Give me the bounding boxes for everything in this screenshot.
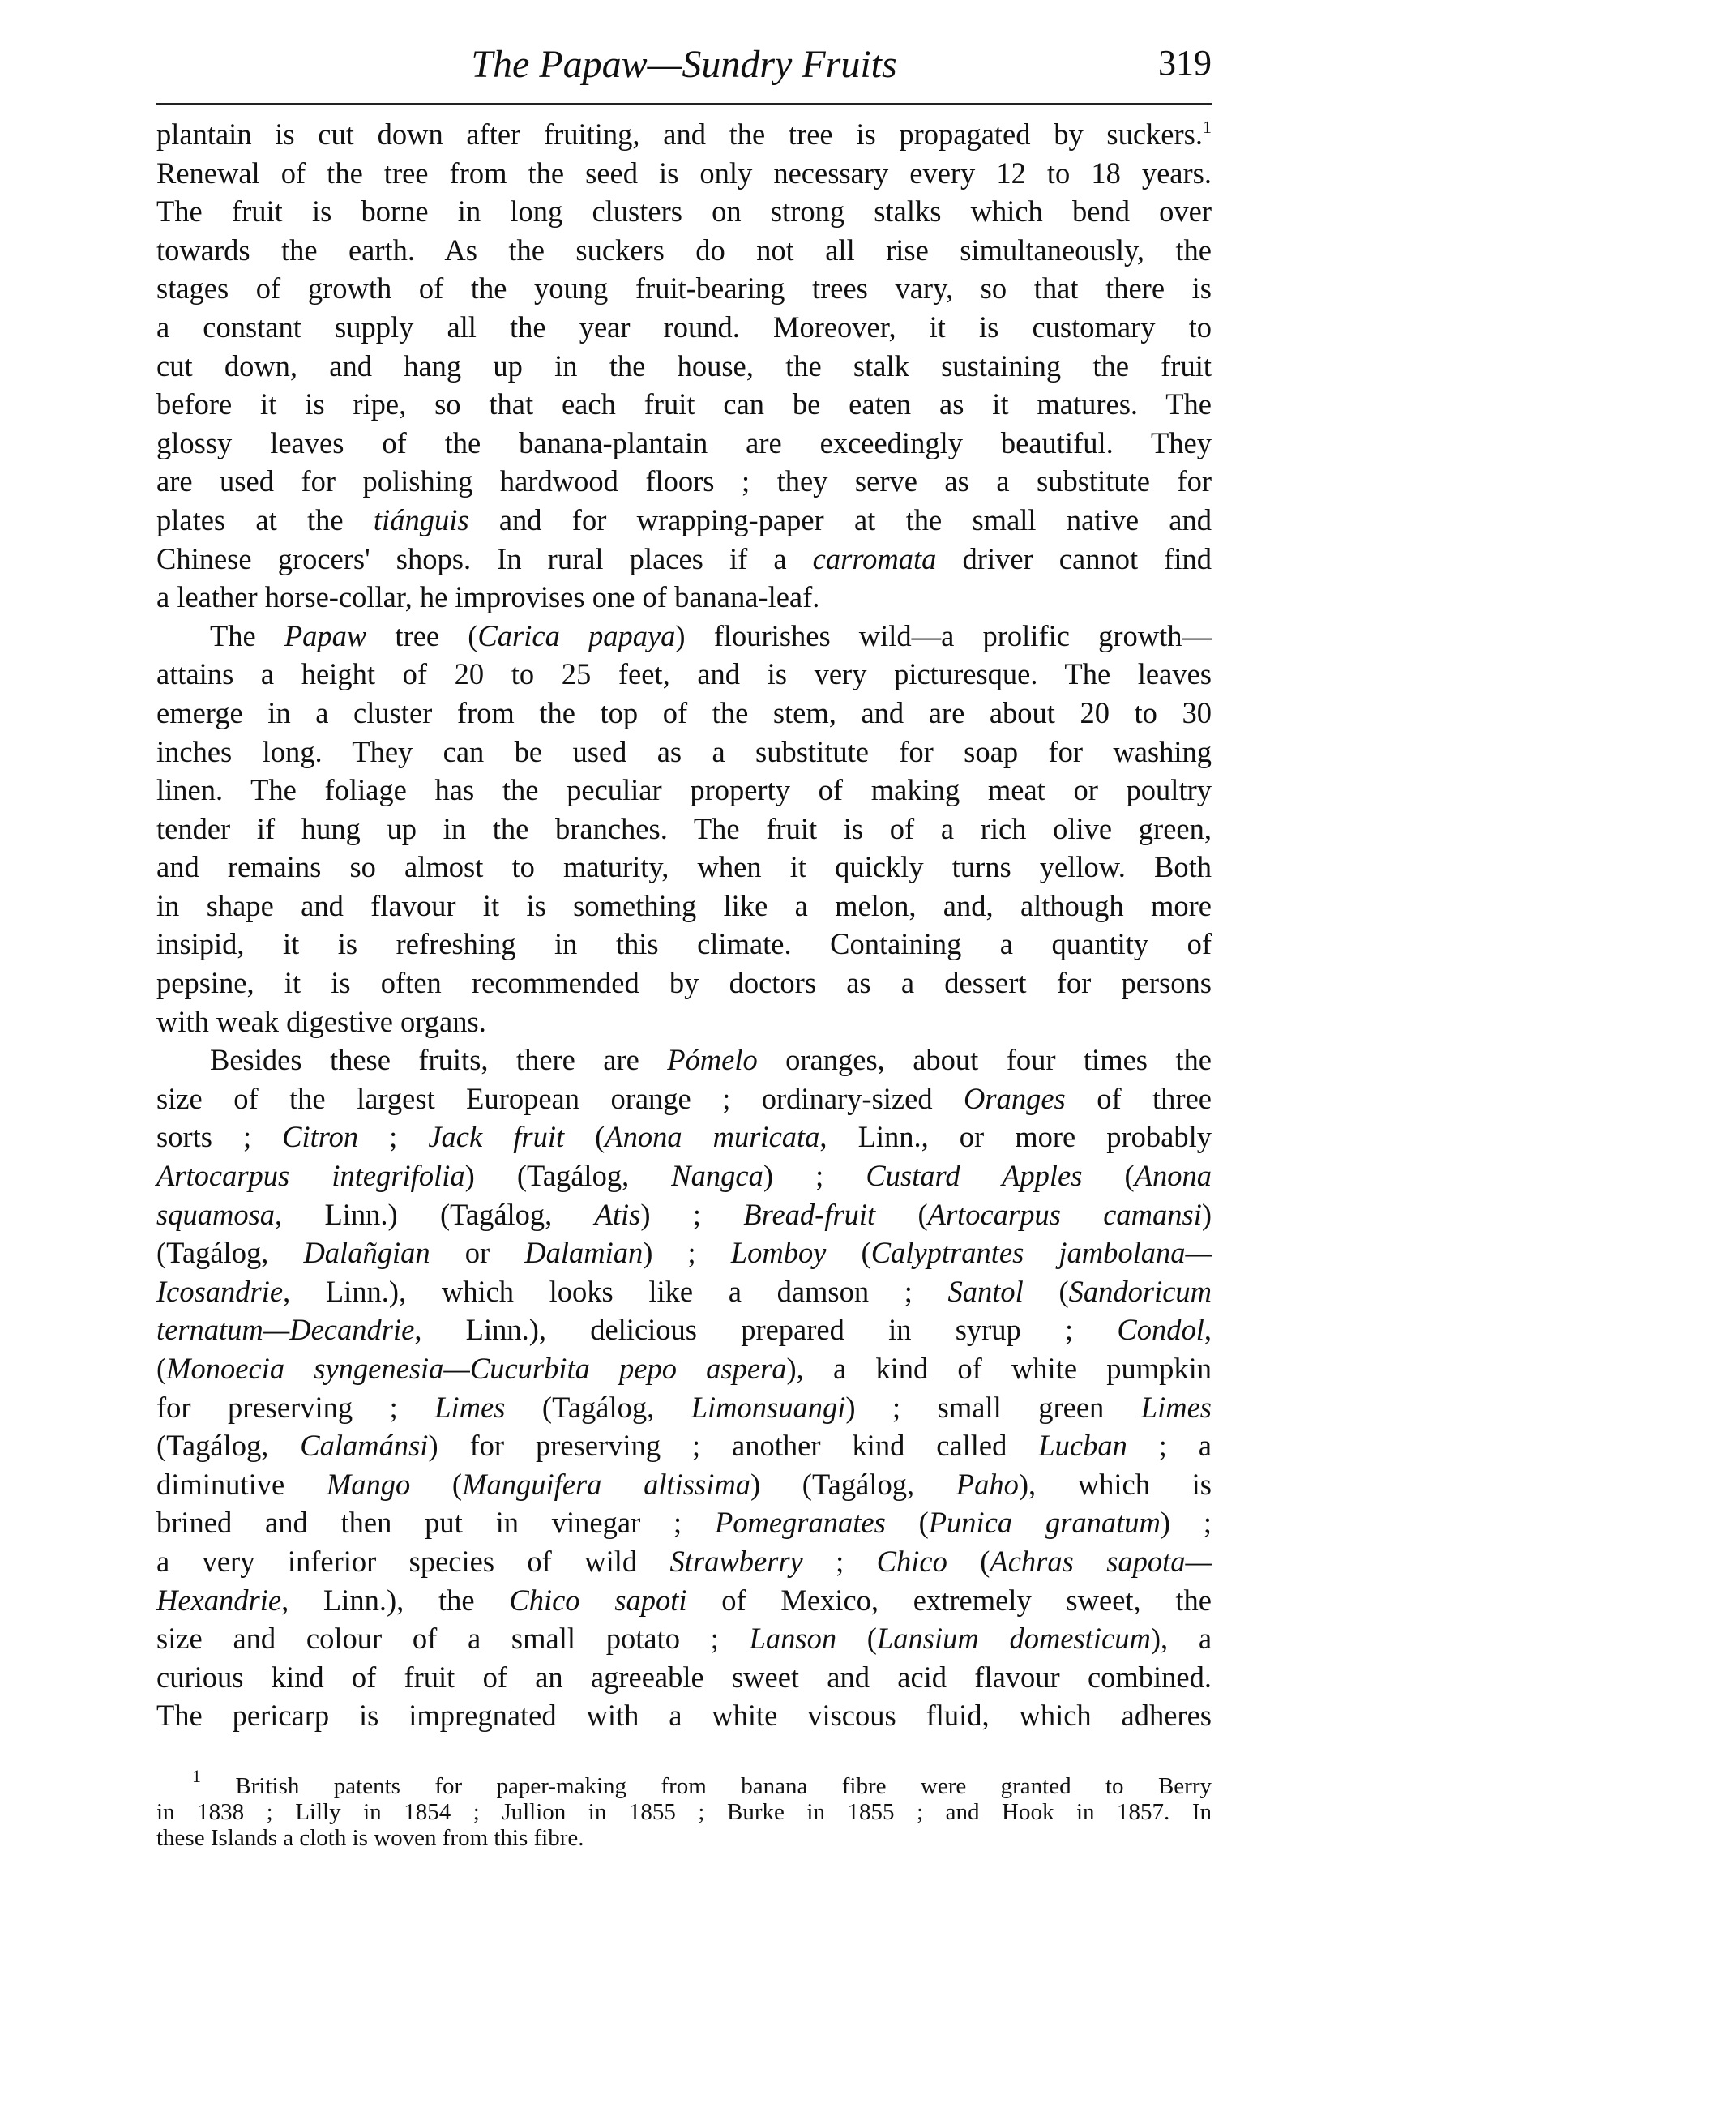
text-run: (Tagálog, (505, 1390, 691, 1424)
text-run: , (1204, 1313, 1212, 1347)
text-run: of three (1065, 1081, 1212, 1115)
italic-text: Dalañgian (303, 1236, 430, 1270)
body_lines-line (156, 1310, 1212, 1349)
text-run: (Tagálog, (156, 1236, 304, 1270)
italic-text: Limes (434, 1390, 506, 1424)
text-run: inches long. They can be used as a substitute for soap for washing (156, 734, 1212, 768)
text-run: and remains so almost to maturity, when it quickly turns yellow. Both (156, 850, 1212, 884)
italic-text: Papaw (284, 618, 367, 652)
text-run: ( (1023, 1274, 1069, 1308)
text-run: ) ; (763, 1159, 866, 1193)
text-run: ( (1082, 1159, 1135, 1193)
body_lines-line (156, 540, 1212, 579)
italic-text: squamosa (156, 1197, 276, 1231)
body_lines-line (156, 733, 1212, 772)
body_lines-line (156, 1349, 1212, 1388)
body_lines-line (156, 694, 1212, 733)
body_lines-line (156, 462, 1212, 501)
italic-text: Limes (1140, 1390, 1212, 1424)
text-run: ( (826, 1236, 871, 1270)
text-run: of Mexico, extremely sweet, the (686, 1583, 1212, 1617)
text-run: ) ; (643, 1236, 731, 1270)
italic-text: Mango (326, 1467, 411, 1501)
text-run: a leather horse-collar, he improvises one of banana-leaf. (156, 580, 820, 614)
body_lines-line (156, 1426, 1212, 1465)
footnotes (156, 1766, 1212, 1851)
text-run: linen. The foliage has the peculiar property of making meat or poultry (156, 773, 1212, 807)
italic-text: Hexandrie (156, 1583, 282, 1617)
text-run: , Linn., or more probably (819, 1120, 1212, 1154)
text-run: emerge in a cluster from the top of the stem, and are about 20 to 30 (156, 695, 1212, 729)
body_lines-line (156, 1696, 1212, 1735)
italic-text: Limonsuangi (691, 1390, 846, 1424)
text-run: ( (836, 1622, 877, 1656)
text-run: ) flourishes wild—a prolific growth— (675, 618, 1212, 652)
italic-text: Citron (282, 1120, 359, 1154)
body_lines-line (156, 308, 1212, 347)
body_lines-line (156, 231, 1212, 270)
body-text (156, 115, 1212, 1735)
text-run: ) (Tagálog, (464, 1159, 672, 1193)
text-run: pepsine, it is often recommended by doctors as a dessert for persons (156, 966, 1212, 1000)
italic-text: Jack fruit (428, 1120, 565, 1154)
footnote-marker: 1 (192, 1766, 201, 1786)
italic-text: Lucban (1038, 1429, 1127, 1463)
body_lines-line (156, 385, 1212, 424)
italic-text: Anona (1134, 1159, 1212, 1193)
text-run: ( (156, 1352, 167, 1385)
footnote-marker: 1 (1203, 117, 1212, 137)
italic-text: Calyptrantes jambolana— (870, 1236, 1212, 1270)
italic-text: Condol (1117, 1313, 1204, 1347)
body_lines-line (156, 810, 1212, 848)
body_lines-line (156, 848, 1212, 887)
body_lines-line (156, 578, 1212, 617)
italic-text: Pómelo (667, 1043, 758, 1077)
text-run: ) ; (1160, 1506, 1212, 1540)
text-run: ) for preserving ; another kind called (428, 1429, 1039, 1463)
text-run: attains a height of 20 to 25 feet, and is very picturesque. The leaves (156, 657, 1212, 691)
italic-text: Lomboy (730, 1236, 827, 1270)
text-run: Renewal of the tree from the seed is only necessary every 12 to 18 years. (156, 156, 1212, 190)
body_lines-line (156, 154, 1212, 193)
text-run: ( (564, 1120, 605, 1154)
body_lines-line (156, 1465, 1212, 1504)
body_lines-line (156, 1041, 1212, 1079)
text-run: ) (Tagálog, (750, 1467, 956, 1501)
text-run: , Linn.), delicious prepared in syrup ; (414, 1313, 1118, 1347)
italic-text: Chico sapoti (509, 1583, 687, 1617)
text-run: ) ; small green (845, 1390, 1141, 1424)
text-run: Besides these fruits, there are (210, 1043, 668, 1077)
text-run: a very inferior species of wild (156, 1544, 670, 1578)
header-rule (156, 103, 1212, 105)
body_lines-line (156, 1272, 1212, 1311)
text-run: a constant supply all the year round. Moreover, it is customary to (156, 310, 1212, 344)
text-run: driver cannot find (936, 541, 1212, 575)
text-run: ; (802, 1544, 877, 1578)
text-run: curious kind of fruit of an agreeable sweet and acid flavour combined. (156, 1660, 1212, 1694)
footnote_lines-line (156, 1825, 1212, 1851)
body_lines-line (156, 617, 1212, 656)
body_lines-line (156, 269, 1212, 308)
italic-text: Nangca (671, 1159, 763, 1193)
body_lines-line (156, 115, 1212, 154)
body_lines-line (156, 501, 1212, 540)
italic-text: Bread-fruit (743, 1197, 876, 1231)
italic-text: carromata (812, 541, 937, 575)
text-run: cut down, and hang up in the house, the stalk sustaining the fruit (156, 348, 1212, 383)
body_lines-line (156, 771, 1212, 810)
body_lines-line (156, 1118, 1212, 1156)
body_lines-line (156, 925, 1212, 964)
body_lines-line (156, 1619, 1212, 1658)
text-run: The (210, 618, 284, 652)
text-run: are used for polishing hardwood floors ; they serve as a substitute for (156, 464, 1212, 498)
text-run: plates at the (156, 502, 374, 536)
body_lines-line (156, 1195, 1212, 1234)
page-number: 319 (1158, 43, 1212, 83)
text-run: before it is ripe, so that each fruit can be eaten as it matures. The (156, 387, 1212, 421)
text-run: ( (947, 1544, 990, 1578)
italic-text: Artocarpus camansi (927, 1197, 1202, 1231)
text-run: oranges, about four times the (757, 1043, 1212, 1077)
italic-text: Manguifera altissima (462, 1467, 750, 1501)
running-title: The Papaw—Sundry Fruits (471, 43, 897, 86)
text-run: ( (410, 1467, 463, 1501)
text-run: towards the earth. As the suckers do not all rise simultaneously, the (156, 233, 1212, 267)
text-run: , Linn.) (Tagálog, (275, 1197, 595, 1231)
body_lines-line (156, 1002, 1212, 1041)
text-run: ) (1201, 1197, 1212, 1231)
text-run: or (430, 1236, 525, 1270)
text-run: tender if hung up in the branches. The fruit is of a rich olive green, (156, 811, 1212, 845)
italic-text: Custard Apples (866, 1159, 1083, 1193)
body_lines-line (156, 192, 1212, 231)
italic-text: Carica papaya (477, 618, 676, 652)
italic-text: tiánguis (373, 502, 469, 536)
italic-text: Lansium domesticum (876, 1622, 1151, 1656)
running-header (156, 39, 1212, 88)
text-run: ), which is (1018, 1467, 1212, 1501)
text-run: sorts ; (156, 1120, 283, 1154)
text-run: ; (358, 1120, 429, 1154)
text-run: ; a (1127, 1429, 1212, 1463)
body_lines-line (156, 1542, 1212, 1581)
italic-text: Santol (947, 1274, 1024, 1308)
footnote_lines-line (156, 1766, 1212, 1799)
italic-text: Chico (876, 1544, 947, 1578)
text-run: with weak digestive organs. (156, 1004, 486, 1038)
italic-text: Dalamian (524, 1236, 644, 1270)
text-run: these Islands a cloth is woven from this fibre. (156, 1825, 584, 1851)
text-run: stages of growth of the young fruit-bearing trees vary, so that there is (156, 271, 1212, 306)
text-run: for preserving ; (156, 1390, 435, 1424)
text-run: The pericarp is impregnated with a white viscous fluid, which adheres (156, 1699, 1212, 1733)
body_lines-line (156, 964, 1212, 1002)
text-run: tree ( (366, 618, 478, 652)
body_lines-line (156, 1388, 1212, 1427)
italic-text: Artocarpus integrifolia (156, 1159, 465, 1193)
text-run: ), a kind of white pumpkin (786, 1352, 1212, 1385)
italic-text: Sandoricum (1068, 1274, 1212, 1308)
text-run: Chinese grocers' shops. In rural places if a (156, 541, 813, 575)
text-run: $^1$ British patents for paper-making from banana fibre were granted to Berry (192, 1766, 1212, 1799)
text-run: size and colour of a small potato ; (156, 1622, 750, 1656)
text-run: diminutive (156, 1467, 327, 1501)
text-run: , Linn.), which looks like a damson ; (283, 1274, 948, 1308)
footnote_lines-line (156, 1799, 1212, 1825)
body_lines-line (156, 1233, 1212, 1272)
body_lines-line (156, 655, 1212, 694)
italic-text: Calamánsi (300, 1429, 429, 1463)
text-run: The fruit is borne in long clusters on strong stalks which bend over (156, 194, 1212, 229)
italic-text: Oranges (964, 1081, 1066, 1115)
body_lines-line (156, 1658, 1212, 1697)
body_lines-line (156, 1503, 1212, 1542)
italic-text: Icosandrie (156, 1274, 284, 1308)
text-run: ) ; (640, 1197, 744, 1231)
text-run: (Tagálog, (156, 1429, 301, 1463)
text-run: ( (885, 1506, 929, 1540)
text-run: , Linn.), the (281, 1583, 510, 1617)
text-run: insipid, it is refreshing in this climate. Containing a quantity of (156, 927, 1212, 961)
text-run: glossy leaves of the banana-plantain are exceedingly beautiful. They (156, 425, 1212, 459)
italic-text: Paho (956, 1467, 1019, 1501)
italic-text: ternatum—Decandrie (156, 1313, 415, 1347)
text-run: in shape and flavour it is something like a melon, and, although more (156, 888, 1212, 922)
italic-text: Lanson (749, 1622, 837, 1656)
italic-text: Atis (594, 1197, 641, 1231)
italic-text: Anona muricata (605, 1120, 820, 1154)
italic-text: Monoecia syngenesia—Cucurbita pepo aspera (166, 1352, 787, 1385)
text-run: in 1838 ; Lilly in 1854 ; Jullion in 1855 ; Burke in 1855 ; and Hook in 1857. In (156, 1799, 1212, 1825)
body_lines-line (156, 1079, 1212, 1118)
text-run: ( (875, 1197, 928, 1231)
italic-text: Achras sapota— (990, 1544, 1212, 1578)
italic-text: Punica granatum (928, 1506, 1161, 1540)
text-run: size of the largest European orange ; ordinary-sized (156, 1081, 964, 1115)
body_lines-line (156, 347, 1212, 386)
text-run: ), a (1150, 1622, 1212, 1656)
body_lines-line (156, 887, 1212, 925)
text-run: plantain is cut down after fruiting, and the tree is propagated by suckers.$^1$ (156, 117, 1212, 151)
text-run: brined and then put in vinegar ; (156, 1506, 715, 1540)
italic-text: Pomegranates (714, 1506, 886, 1540)
body_lines-line (156, 1581, 1212, 1620)
italic-text: Strawberry (669, 1544, 803, 1578)
text-run: and for wrapping-paper at the small native and (468, 502, 1212, 536)
body_lines-line (156, 424, 1212, 463)
body_lines-line (156, 1156, 1212, 1195)
